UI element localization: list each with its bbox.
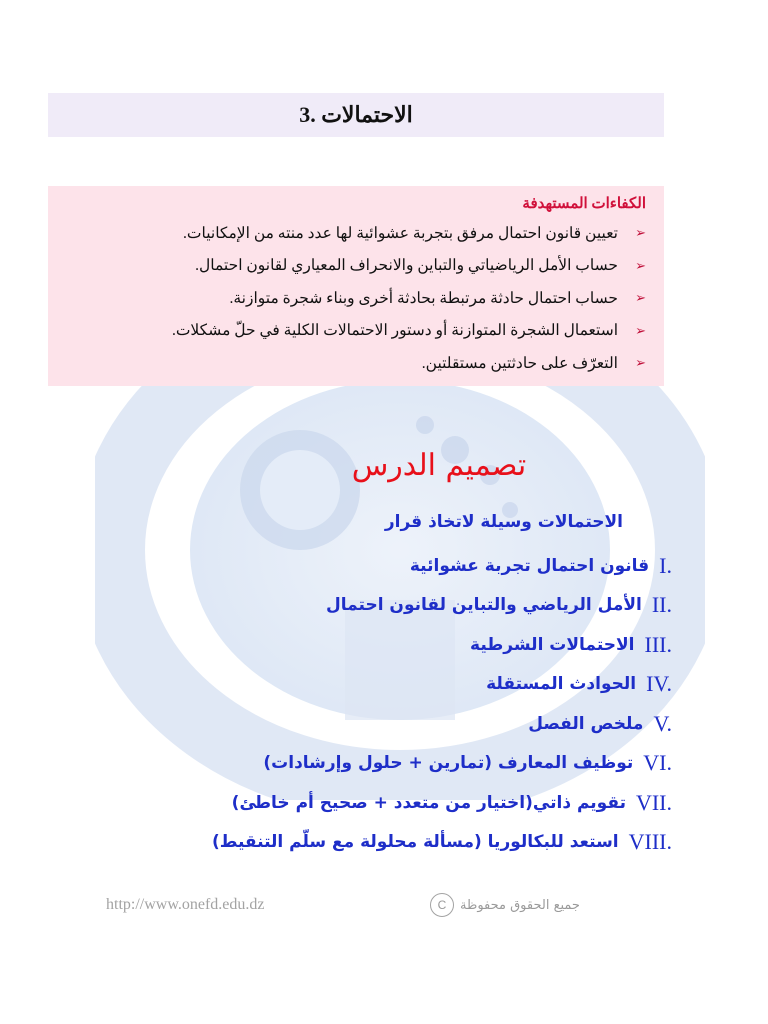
competencies-list — [64, 217, 646, 380]
outline-numeral: II. — [651, 592, 672, 618]
target-competencies-box — [48, 186, 664, 386]
outline-item: VI. توظيف المعارف (تمارين + حلول وإرشادات) — [263, 750, 672, 776]
outline-item: V. ملخص الفصل — [528, 710, 672, 736]
outline-item: I. قانون احتمال تجربة عشوائية — [409, 552, 672, 578]
copyright-icon: C — [430, 893, 454, 917]
list-item: ➢ حساب احتمال حادثة مرتبطة بحادثة أخرى وبناء شجرة متوازنة. — [229, 289, 646, 307]
competencies-heading: الكفاءات المستهدفة — [522, 196, 646, 212]
outline-numeral: VIII. — [628, 829, 672, 855]
chapter-title-bar — [48, 93, 664, 137]
lesson-outline — [212, 546, 672, 862]
chapter-title: 3. الاحتمالات — [299, 102, 413, 127]
outline-item: III. الاحتمالات الشرطية — [470, 631, 672, 657]
footer-copyright — [430, 893, 580, 917]
outline-item: VIII. استعد للبكالوريا (مسألة محلولة مع سلّم التنقيط) — [211, 829, 672, 855]
outline-numeral: IV. — [646, 671, 672, 697]
footer-url[interactable]: http://www.onefd.edu.dz — [106, 896, 265, 913]
outline-numeral: VI. — [643, 750, 672, 776]
outline-numeral: VII. — [635, 789, 672, 815]
list-item: ➢ التعرّف على حادثتين مستقلتين. — [421, 354, 646, 372]
list-item: ➢ استعمال الشجرة المتوازنة أو دستور الاحتمالات الكلية في حلّ مشكلات. — [171, 322, 646, 340]
lesson-intro: الاحتمالات وسيلة لاتخاذ قرار — [384, 512, 623, 532]
list-item: ➢ تعيين قانون احتمال مرفق بتجربة عشوائية لها عدد منته من الإمكانيات. — [183, 224, 646, 242]
outline-item: IV. الحوادث المستقلة — [486, 671, 672, 697]
arrowhead-bullet-icon: ➢ — [635, 322, 646, 338]
lesson-design-title: تصميم الدرس — [351, 448, 527, 483]
outline-numeral: III. — [644, 631, 672, 657]
outline-item: VII. تقويم ذاتي(اختيار من متعدد + صحيح أم خاطئ) — [231, 789, 672, 815]
arrowhead-bullet-icon: ➢ — [635, 290, 646, 306]
rights-text: جميع الحقوق محفوظة — [460, 897, 580, 913]
arrowhead-bullet-icon: ➢ — [635, 355, 646, 371]
outline-numeral: I. — [659, 552, 672, 578]
outline-item: II. الأمل الرياضي والتباين لقانون احتمال — [325, 592, 672, 618]
arrowhead-bullet-icon: ➢ — [635, 257, 646, 273]
list-item: ➢ حساب الأمل الرياضياتي والتباين والانحراف المعياري لقانون احتمال. — [195, 257, 646, 275]
arrowhead-bullet-icon: ➢ — [635, 225, 646, 241]
outline-numeral: V. — [653, 710, 672, 736]
